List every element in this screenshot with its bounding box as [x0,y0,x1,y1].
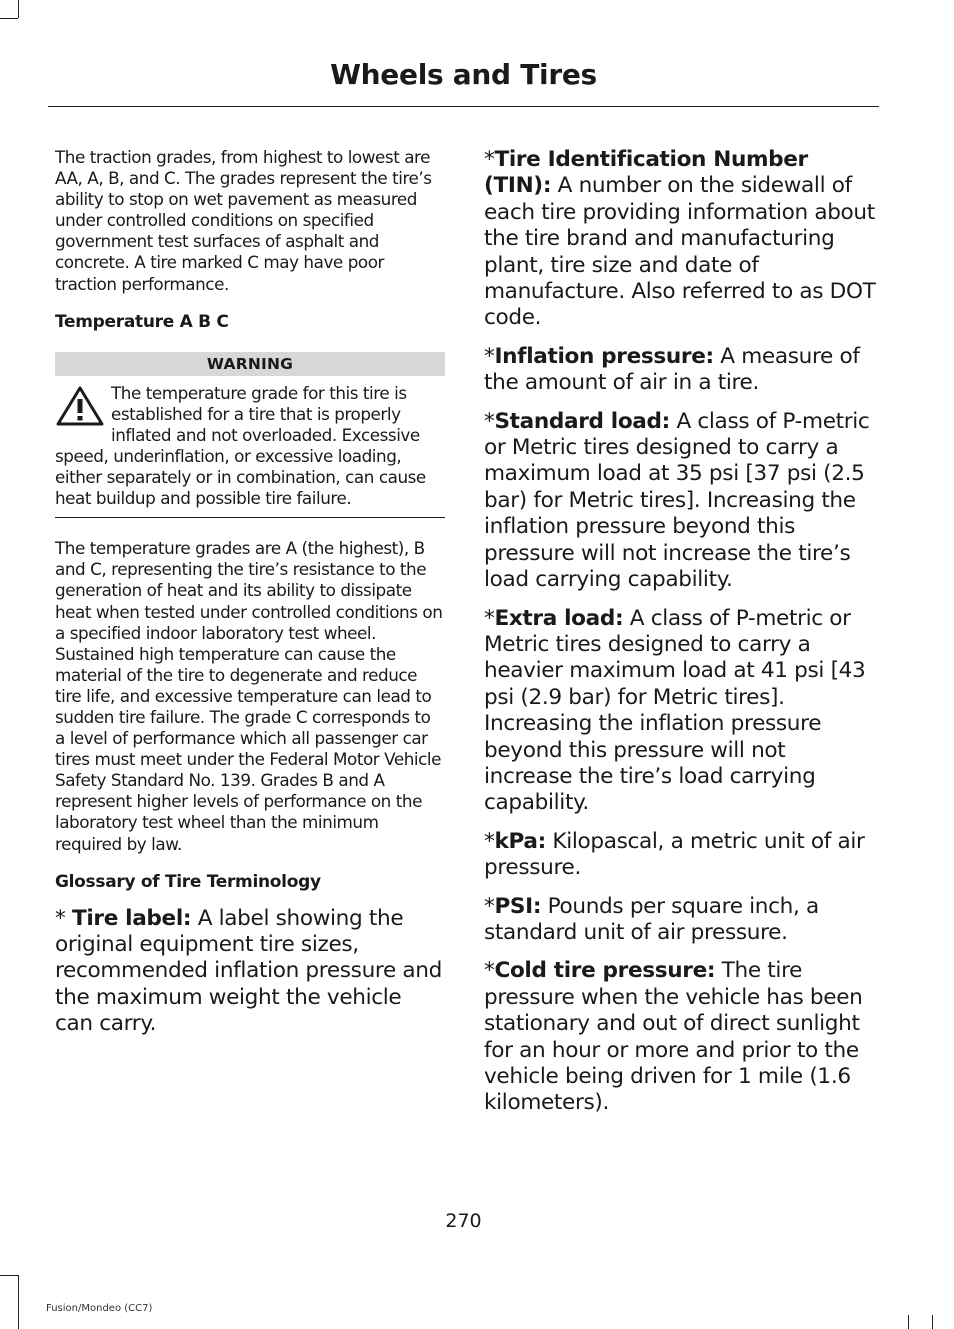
page-number: 270 [445,1210,482,1232]
warning-box [55,383,445,510]
entry-definition: A number on the sidewall of each tire providing information about the tire brand and manufacturing plant, tire size and date of manufacture. Also referred to as DOT code. [484,173,876,331]
entry-definition: A class of P-metric or Metric tires designed to carry a heavier maximum load at 41 psi [43 psi (2.9 bar) for Metric tires]. Increasing the inflation pressure beyond this pressure will not increase the tire’s load carrying capability. [484,605,866,816]
temperature-heading: Temperature A B C [55,311,229,332]
crop-mark [18,0,19,18]
entry-term: kPa: [494,828,546,854]
glossary-entry-tin [484,147,876,332]
footer-model-label: Fusion/Mondeo (CC7) [46,1303,153,1314]
entry-definition: Pounds per square inch, a standard unit of air pressure. [484,893,819,945]
crop-mark [908,1315,909,1329]
entry-term: Tire Identification Number (TIN): [484,147,808,199]
title-divider [48,106,879,107]
entry-definition: The tire pressure when the vehicle has been stationary and out of direct sunlight for an hour or more and prior to the vehicle being driven for 1 mile (1.6 kilometers). [484,958,863,1116]
entry-definition: Kilopascal, a metric unit of air pressure. [484,828,865,881]
traction-paragraph: The traction grades, from highest to lowest are AA, A, B, and C. The grades represent the tire’s ability to stop on wet pavement as measured under controlled conditions on specified government test surfaces of asphalt and concrete. A tire marked C may have poor traction performance. [55,147,432,294]
glossary-entry-psi [484,894,876,947]
warning-banner: WARNING [55,352,445,376]
entry-prefix: * [484,343,495,369]
crop-mark [18,1275,19,1329]
entry-term: PSI: [494,893,542,919]
entry-prefix: * [55,905,72,931]
entry-prefix: * [484,958,495,984]
warning-end-rule [55,517,445,518]
entry-term: Tire label: [71,905,192,931]
entry-prefix: * [484,605,495,631]
glossary-heading: Glossary of Tire Terminology [55,871,321,892]
warning-triangle-icon [55,386,105,426]
entry-definition: A measure of the amount of air in a tire. [484,343,860,396]
glossary-entry-tire-label [55,906,445,1038]
crop-mark [932,1315,933,1329]
entry-definition: A class of P-metric or Metric tires designed to carry a maximum load at 35 psi [37 psi (2.5 bar) for Metric tires]. Increasing the inflation pressure beyond this pressure will not increase the tire’s load carrying capability. [484,408,870,593]
entry-prefix: * [484,828,495,854]
glossary-entry-inflation-pressure [484,344,876,397]
entry-term: Extra load: [494,605,624,631]
glossary-entry-cold-tire-pressure [484,958,876,1116]
entry-term: Standard load: [494,408,670,434]
entry-term: Inflation pressure: [494,343,714,369]
crop-mark [0,1275,18,1276]
page-title: Wheels and Tires [330,58,597,91]
entry-prefix: * [484,893,495,919]
crop-mark [0,18,18,19]
entry-definition: A label showing the original equipment tire sizes, recommended inflation pressure and the maximum weight the vehicle can carry. [55,905,442,1037]
temperature-paragraph: The temperature grades are A (the highest), B and C, representing the tire’s resistance to the generation of heat and its ability to dissipate heat when tested under controlled conditions on a specified indoor laboratory test wheel. Sustained high temperature can cause the material of the tire to degenerate and reduce tire life, and excessive temperature can lead to sudden tire failure. The grade C corresponds to a level of performance which all passenger car tires must meet under the Federal Motor Vehicle Safety Standard No. 139. Grades B and A represent higher levels of performance on the laboratory test wheel than the minimum required by law. [55,538,443,854]
entry-prefix: * [484,408,495,434]
entry-prefix: * [484,147,495,172]
left-column [55,147,445,1038]
glossary-entry-kpa [484,829,876,882]
glossary-entry-extra-load [484,606,876,817]
warning-text: The temperature grade for this tire is established for a tire that is properly inflated and not overloaded. Excessive speed, underinflation, or excessive loading, either separately or in combination, can cause heat buildup and possible tire failure. [55,382,426,509]
right-column [484,147,876,1117]
glossary-entry-standard-load [484,409,876,594]
entry-term: Cold tire pressure: [494,958,716,984]
